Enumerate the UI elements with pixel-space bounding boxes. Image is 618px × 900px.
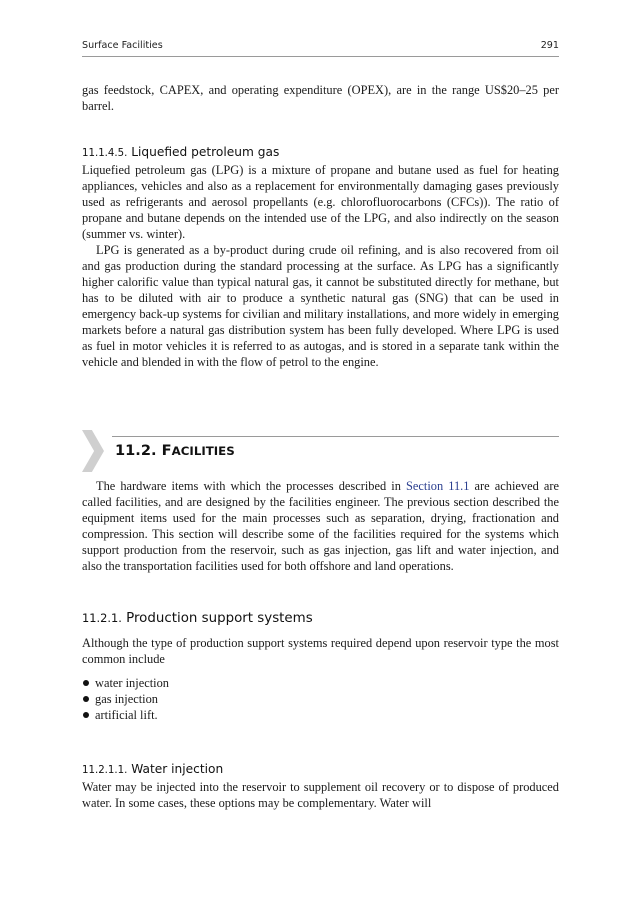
section-title-initial: F bbox=[161, 442, 172, 459]
production-support-subsection bbox=[82, 610, 559, 723]
lpg-subsection bbox=[82, 144, 559, 370]
lpg-heading-title: Liquefied petroleum gas bbox=[131, 145, 280, 159]
list-item-text: gas injection bbox=[95, 692, 158, 706]
facilities-intro-paragraph bbox=[82, 478, 559, 574]
list-item bbox=[82, 707, 559, 723]
lpg-heading-number: 11.1.4.5. bbox=[82, 148, 128, 159]
production-support-list bbox=[82, 675, 559, 723]
section-heading-band bbox=[82, 430, 559, 472]
list-item-text: artificial lift. bbox=[95, 708, 158, 722]
lpg-paragraph-2: LPG is generated as a by-product during crude oil refining, and is also recovered from oil and gas production during the standard processing at the surface. As LPG has a significantly higher calorific value than typical natural gas, it cannot be substituted directly for methane, but has to be diluted with air to produce a synthetic natural gas (SNG) that can be used in emergency back-up systems for civilian and military installations, and more widely in emerging markets before a natural gas distribution system has been fully developed. Where LPG is used as fuel in motor vehicles it is referred to as autogas, and is stored in a separate tank within the vehicle and blended in with the flow of petrol to the engine. bbox=[82, 243, 559, 369]
list-item-text: water injection bbox=[95, 676, 169, 690]
water-injection-heading-title: Water injection bbox=[131, 762, 224, 776]
intro-text-before: The hardware items with which the processes described in bbox=[96, 479, 406, 493]
facilities-intro-block bbox=[82, 478, 559, 574]
production-support-heading bbox=[82, 610, 559, 627]
bullet-icon bbox=[83, 696, 89, 702]
running-header bbox=[82, 40, 559, 57]
production-support-heading-title: Production support systems bbox=[126, 611, 313, 626]
section-11-1-link[interactable]: Section 11.1 bbox=[405, 479, 470, 493]
opening-paragraph-block bbox=[82, 82, 559, 114]
list-item bbox=[82, 691, 559, 707]
section-arrow-icon bbox=[82, 430, 104, 472]
water-injection-heading bbox=[82, 761, 559, 779]
section-rule bbox=[112, 436, 559, 437]
list-item bbox=[82, 675, 559, 691]
intro-text-after: are achieved are called facilities, and are designed by the facilities engineer. The previous section described the equipment items used for the main processes such as separation, drying, fractionation and compression. This section will describe some of the facilities required for the systems which support production from the reservoir, such as gas injection, gas lift and water injection, and also the transportation facilities used for both offshore and land operations. bbox=[82, 479, 559, 573]
page-number: 291 bbox=[540, 40, 559, 51]
section-title-rest: ACILITIES bbox=[171, 444, 235, 458]
production-support-paragraph: Although the type of production support systems required depend upon reservoir type the most common include bbox=[82, 636, 559, 666]
bullet-icon bbox=[83, 680, 89, 686]
running-title: Surface Facilities bbox=[82, 40, 163, 51]
section-title bbox=[115, 442, 235, 459]
water-injection-subsection bbox=[82, 761, 559, 811]
water-injection-paragraph: Water may be injected into the reservoir to supplement oil recovery or to dispose of produced water. In some cases, these options may be complementary. Water will bbox=[82, 780, 559, 810]
opening-paragraph: gas feedstock, CAPEX, and operating expenditure (OPEX), are in the range US$20–25 per barrel. bbox=[82, 83, 559, 113]
water-injection-heading-number: 11.2.1.1. bbox=[82, 765, 128, 776]
bullet-icon bbox=[83, 712, 89, 718]
lpg-heading bbox=[82, 144, 559, 162]
lpg-paragraph-1: Liquefied petroleum gas (LPG) is a mixture of propane and butane used as fuel for heating appliances, vehicles and also as a replacement for environmentally damaging gases previously used as refrigerants and aerosol propellants (e.g. chlorofluorocarbons (CFCs)). The ratio of propane and butane depends on the intended use of the LPG, and also indirectly on the season (summer vs. winter). bbox=[82, 163, 559, 241]
production-support-heading-number: 11.2.1. bbox=[82, 611, 122, 625]
section-number: 11.2. bbox=[115, 442, 157, 459]
